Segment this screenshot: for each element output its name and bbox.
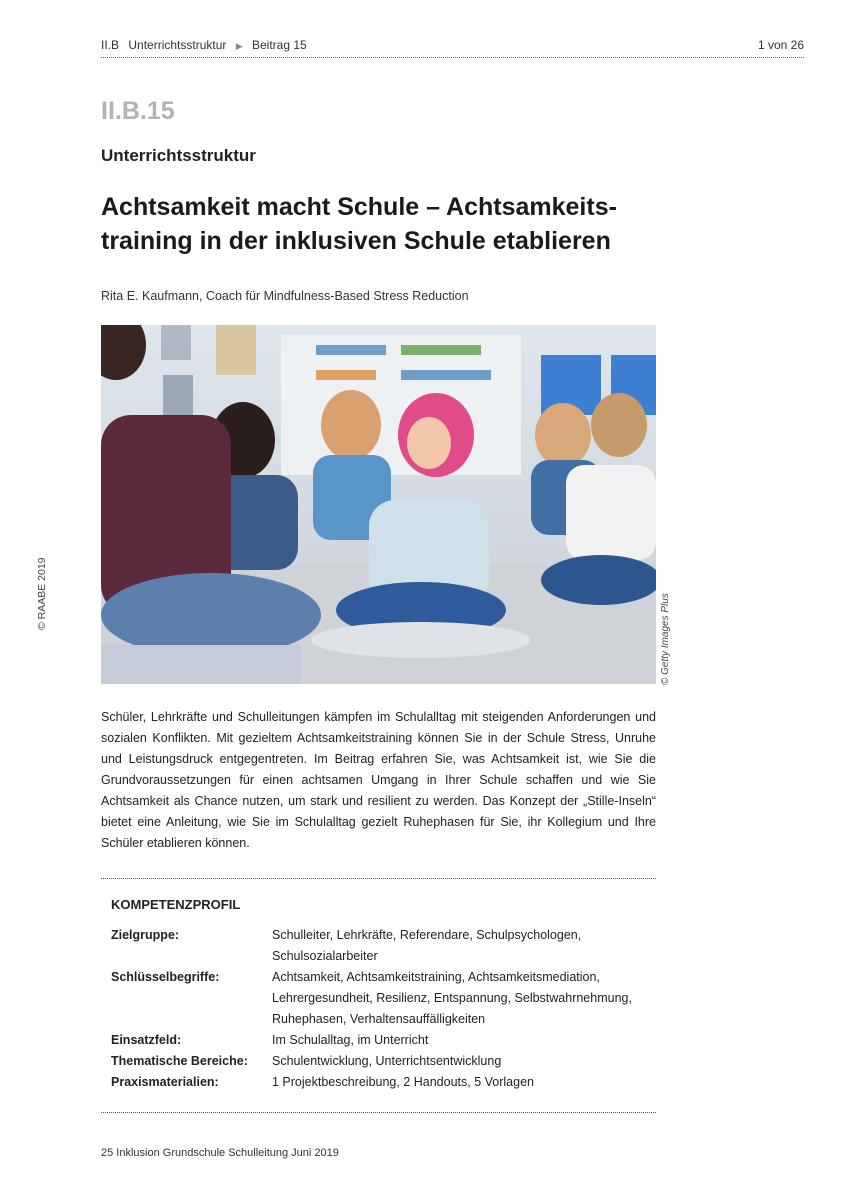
header-section: II.B <box>101 38 120 52</box>
profile-key: Thematische Bereiche: <box>111 1054 248 1068</box>
triangle-right-icon: ▶ <box>235 41 243 51</box>
header-article: Beitrag 15 <box>252 38 307 52</box>
title-line-1: Achtsamkeit macht Schule – Achtsamkeits- <box>101 193 617 221</box>
side-copyright: © RAABE 2019 <box>36 557 48 630</box>
profile-value: Schulentwicklung, Unterrichtsentwicklung <box>272 1054 502 1068</box>
profile-row-thematische-bereiche <box>111 1051 651 1072</box>
profile-key: Schlüsselbegriffe: <box>111 970 220 984</box>
header-divider <box>101 57 804 58</box>
article-title <box>101 190 721 258</box>
photo-credit: © Getty Images Plus <box>660 593 671 685</box>
profile-top-divider <box>101 878 656 879</box>
page-counter: 1 von 26 <box>757 38 804 52</box>
title-line-2: training in der inklusiven Schule etablieren <box>101 227 611 255</box>
category-heading: Unterrichtsstruktur <box>101 146 256 165</box>
abstract-paragraph: Schüler, Lehrkräfte und Schulleitungen kämpfen im Schulalltag mit steigenden Anforderungen und sozialen Konflikten. Mit gezieltem Achtsamkeitstraining können Sie in der Schule Stress, Unruhe und Leistungsdruck entgegentreten. Im Beitrag erfahren Sie, was Achtsamkeit ist, wie Sie die Grundvoraussetzungen für einen achtsamen Umgang in Ihrer Schule schaffen und wie Sie Achtsamkeit als Chance nutzen, um stark und resilient zu werden. Das Konzept der „Stille-Inseln“ bietet eine Anleitung, wie Sie im Schulalltag gezielt Ruhephasen für Sie, ihr Kollegium und Ihre Schüler etablieren können. <box>101 710 656 850</box>
classroom-meditation-photo <box>101 325 656 684</box>
profile-row-praxismaterialien <box>111 1072 651 1093</box>
profile-value: Im Schulalltag, im Unterricht <box>272 1033 429 1047</box>
profile-key: Zielgruppe: <box>111 928 180 942</box>
profile-value: 1 Projektbeschreibung, 2 Handouts, 5 Vorlagen <box>272 1075 534 1089</box>
kompetenzprofil-table <box>111 925 651 1093</box>
kompetenzprofil-heading: KOMPETENZPROFIL <box>111 897 241 912</box>
author-line: Rita E. Kaufmann, Coach für Mindfulness-Based Stress Reduction <box>101 289 469 303</box>
profile-key: Einsatzfeld: <box>111 1033 182 1047</box>
header-category: Unterrichtsstruktur <box>128 38 227 52</box>
profile-row-schluesselbegriffe <box>111 967 651 1030</box>
profile-value: Achtsamkeit, Achtsamkeitstraining, Achtsamkeitsmediation, Lehrergesundheit, Resilienz, Entspannung, Selbstwahrnehmung, Ruhephasen, Verhaltensauffälligkeiten <box>272 970 632 1026</box>
profile-bottom-divider <box>101 1112 656 1113</box>
profile-key: Praxismaterialien: <box>111 1075 219 1089</box>
page-footer: 25 Inklusion Grundschule Schulleitung Juni 2019 <box>101 1147 339 1159</box>
profile-row-zielgruppe <box>111 925 651 967</box>
running-header <box>101 38 804 52</box>
profile-value: Schulleiter, Lehrkräfte, Referendare, Schulpsychologen, Schulsozialarbeiter <box>272 928 582 963</box>
article-code: II.B.15 <box>101 97 175 125</box>
profile-row-einsatzfeld <box>111 1030 651 1051</box>
